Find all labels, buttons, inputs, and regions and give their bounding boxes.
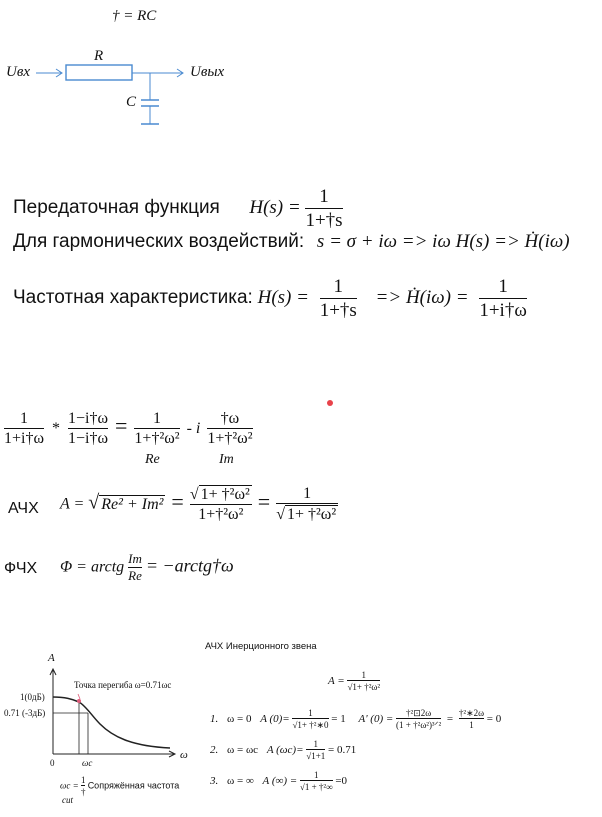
achx-formula: A = √ Re² + Im² = $\frac{\text{√ 1+ †²ω²}}{\text{1+†²ω²}}$ = $\frac{1}{\text{√ 1+ †²ω²}}$ xyxy=(60,485,337,524)
achx-den: 1+†²ω² xyxy=(190,504,252,524)
step-3 xyxy=(210,770,347,793)
deriv-f3-den: 1+†²ω² xyxy=(134,430,180,448)
step-1-d2den: 1 xyxy=(459,718,484,730)
deriv-fraction-4 xyxy=(207,410,252,449)
transfer-num: 1 xyxy=(319,186,329,207)
step-1-eq: = xyxy=(446,712,454,725)
formula-main-den: √1+ †²ω² xyxy=(347,682,381,693)
formula-main xyxy=(328,670,380,693)
fchx-label: ФЧХ xyxy=(4,560,38,577)
step-2-fraction xyxy=(306,739,325,762)
deriv-f1-num: 1 xyxy=(20,410,28,427)
deriv-f2-num: 1−i†ω xyxy=(68,410,108,427)
wc-def-lhs: ωc = xyxy=(60,780,79,791)
deriv-fraction-1 xyxy=(4,410,44,449)
freq-den1: 1+†s xyxy=(319,299,357,321)
frequency-characteristic-line xyxy=(13,276,527,322)
step-1 xyxy=(210,708,501,731)
tick-1-0db: 1(0дБ) xyxy=(20,692,45,702)
achx-root: Re² + Im² xyxy=(101,495,164,513)
step-3-condition: ω = ∞ xyxy=(227,774,254,787)
formula-main-num: 1 xyxy=(361,670,366,680)
deriv-f2-den: 1−i†ω xyxy=(68,430,108,448)
achx-curve xyxy=(53,697,170,748)
freq-fraction-2 xyxy=(479,276,527,322)
frequency-characteristic-label: Частотная характеристика: xyxy=(13,287,253,309)
fchx-formula xyxy=(60,552,234,584)
fchx-fraction xyxy=(128,552,142,584)
graph-axis-omega: ω xyxy=(180,749,188,761)
step-1-derivative-fraction-2 xyxy=(459,708,484,731)
step-1-number: 1. xyxy=(210,712,219,725)
step-1-d2result: = 0 xyxy=(486,712,502,725)
transfer-function-lhs: H(s) = xyxy=(249,197,301,219)
freq-arrow: => Ḣ(iω) = xyxy=(375,287,469,309)
achx-eq2: = xyxy=(257,488,271,514)
step-2-condition: ω = ωc xyxy=(227,743,259,756)
cut-label: cut xyxy=(62,795,73,805)
step-2 xyxy=(210,739,356,762)
achx-fraction-2: $\frac{1}{\text{√ 1+ †²ω²}}$ xyxy=(276,485,337,524)
wc-def-num: 1 xyxy=(80,775,86,785)
freq-num2: 1 xyxy=(498,276,508,297)
graph-origin: 0 xyxy=(50,758,55,768)
input-voltage-label: Uвх xyxy=(6,64,31,80)
re-label: Re xyxy=(145,452,160,467)
step-2-den: √1+1 xyxy=(306,751,326,762)
tau-definition: † = RC xyxy=(112,8,157,24)
freq-den2: 1+i†ω xyxy=(479,299,527,321)
transfer-function-line xyxy=(13,186,343,232)
deriv-f1-den: 1+i†ω xyxy=(4,430,44,448)
inflection-label: Точка перегиба ω=0.71ωc xyxy=(74,680,172,690)
harmonic-expression: s = σ + iω => iω H(s) => Ḣ(iω) xyxy=(316,231,570,252)
wc-def-text: Сопряжённая частота xyxy=(87,780,180,791)
achx-num2: 1 xyxy=(303,485,312,502)
step-1-den: √1+ †²∗0 xyxy=(292,720,329,731)
step-1-dden: (1 + †²ω²)³ᐟ² xyxy=(396,720,442,731)
step-3-num: 1 xyxy=(313,770,319,780)
resistor xyxy=(66,65,132,80)
formula-main-lhs: A = xyxy=(328,674,345,687)
wc-def-fraction xyxy=(81,775,86,798)
fchx-lhs: Φ = arctg xyxy=(60,558,125,576)
transfer-den: 1+†s xyxy=(305,209,343,231)
step-1-dnum: †²⊡2ω xyxy=(406,708,432,718)
step-2-result: = 0.71 xyxy=(328,743,357,756)
achx-lhs: A = xyxy=(60,495,85,513)
step-1-condition: ω = 0 xyxy=(227,712,252,725)
im-label: Im xyxy=(219,452,234,467)
step-2-value: A (ωc)= xyxy=(266,743,304,756)
output-voltage-label: Uвых xyxy=(190,64,225,80)
graph-section-title: АЧХ Инерционного звена xyxy=(205,641,317,652)
deriv-minus-i: - i xyxy=(186,420,201,438)
rc-circuit-diagram xyxy=(0,40,240,135)
formula-main-fraction xyxy=(347,670,380,693)
step-1-value: A (0)= xyxy=(260,712,290,725)
step-1-derivative-fraction xyxy=(396,708,441,731)
step-2-num: 1 xyxy=(313,739,318,749)
step-1-num: 1 xyxy=(308,708,313,718)
step-1-derivative: A' (0) = xyxy=(358,712,394,725)
freq-num1: 1 xyxy=(333,276,343,297)
fchx-num: Im xyxy=(128,551,142,566)
wc-def-den: † xyxy=(80,787,86,798)
harmonic-label: Для гармонических воздействий: xyxy=(13,231,305,252)
derivation-line xyxy=(4,410,253,449)
fchx-rhs: = −arctg†ω xyxy=(145,555,234,576)
deriv-fraction-3 xyxy=(134,410,179,449)
achx-fraction-1: $\frac{\text{√ 1+ †²ω²}}{\text{1+†²ω²}}$ xyxy=(189,486,250,524)
deriv-f4-den: 1+†²ω² xyxy=(207,430,253,448)
step-3-den: √1 + †²∞ xyxy=(299,782,333,793)
freq-lhs: H(s) = xyxy=(257,287,309,309)
step-1-d2num: †²∗2ω xyxy=(458,708,485,718)
fchx-den: Re xyxy=(128,567,142,583)
step-3-number: 3. xyxy=(210,774,219,787)
resistor-label: R xyxy=(94,48,104,64)
step-3-value: A (∞) = xyxy=(262,774,298,787)
graph-omega-c: ωc xyxy=(82,758,93,768)
omega-c-definition xyxy=(60,775,179,798)
achx-num: 1+ †²ω² xyxy=(200,486,250,503)
achx-eq: = xyxy=(171,488,184,514)
transfer-function-fraction xyxy=(305,186,342,232)
freq-fraction-1 xyxy=(320,276,357,322)
achx-den2: 1+ †²ω² xyxy=(286,506,337,524)
tick-071-3db: 0.71 (-3дБ) xyxy=(4,708,46,718)
deriv-times: * xyxy=(52,420,60,438)
harmonic-line xyxy=(13,231,570,253)
step-1-result: = 1 xyxy=(331,712,346,725)
deriv-f3-num: 1 xyxy=(153,410,161,427)
deriv-fraction-2 xyxy=(68,410,108,449)
achx-label: АЧХ xyxy=(8,500,39,517)
transfer-function-label: Передаточная функция xyxy=(13,197,220,219)
capacitor-label: C xyxy=(126,94,137,110)
step-3-result: =0 xyxy=(335,774,348,787)
deriv-f4-num: †ω xyxy=(220,410,240,427)
step-2-number: 2. xyxy=(210,743,219,756)
deriv-eq: = xyxy=(115,413,128,439)
step-1-fraction xyxy=(292,708,328,731)
red-dot xyxy=(327,400,333,406)
graph-axis-a: A xyxy=(48,652,55,664)
inflection-point xyxy=(77,699,81,703)
step-3-fraction xyxy=(300,770,333,793)
